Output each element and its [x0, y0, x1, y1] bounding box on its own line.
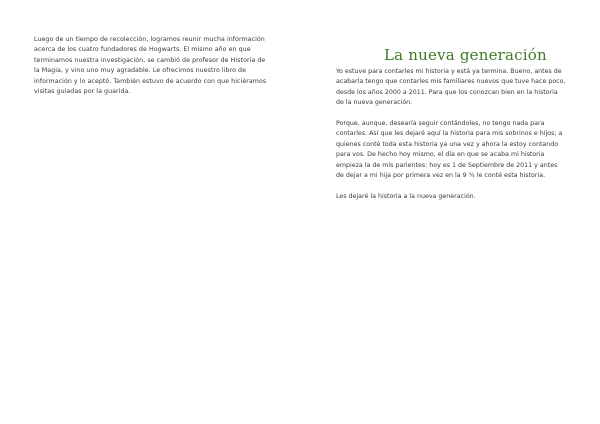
chapter-paragraph: Yo estuve para contarles mi historia y está ya termina. Bueno, antes de acabarla tengo que contarles mis familiares nuevos que tuve hace poco, desde los años 2000 a 2011. Para que los conozcan bien en la historia de la nueva generación. — [336, 68, 566, 107]
chapter-title: La nueva generación — [384, 46, 547, 64]
chapter-body — [336, 67, 566, 213]
left-page-paragraph: Luego de un tiempo de recolección, logramos reunir mucha información acerca de los cuatro fundadores de Hogwarts. El mismo año en que terminamos nuestra investigación, se cambió de profesor de Historia de la Magia, y vino uno muy agradable. Le ofrecimos nuestro libro de información y lo aceptó. También estuvo de acuerdo con que hiciéramos visitas guiadas por la guarida. — [34, 36, 267, 96]
chapter-paragraph: Porque, aunque, desearía seguir contándoles, no tengo nada para contarles. Así que les dejaré aquí la historia para mis sobrinos e hijos; a quienes conté toda esta historia ya una vez y ahora la estoy contando para vos. De hecho hoy mismo, el día en que se acaba mi historia empieza la de mis parientes: hoy es 1 de Septiembre de 2011 y antes de dejar a mi hija por primera vez en la 9 ¾ le conté esta historia. — [336, 120, 563, 180]
right-page — [300, 0, 600, 424]
chapter-paragraph: Les dejaré la historia a la nueva generación. — [336, 192, 476, 200]
